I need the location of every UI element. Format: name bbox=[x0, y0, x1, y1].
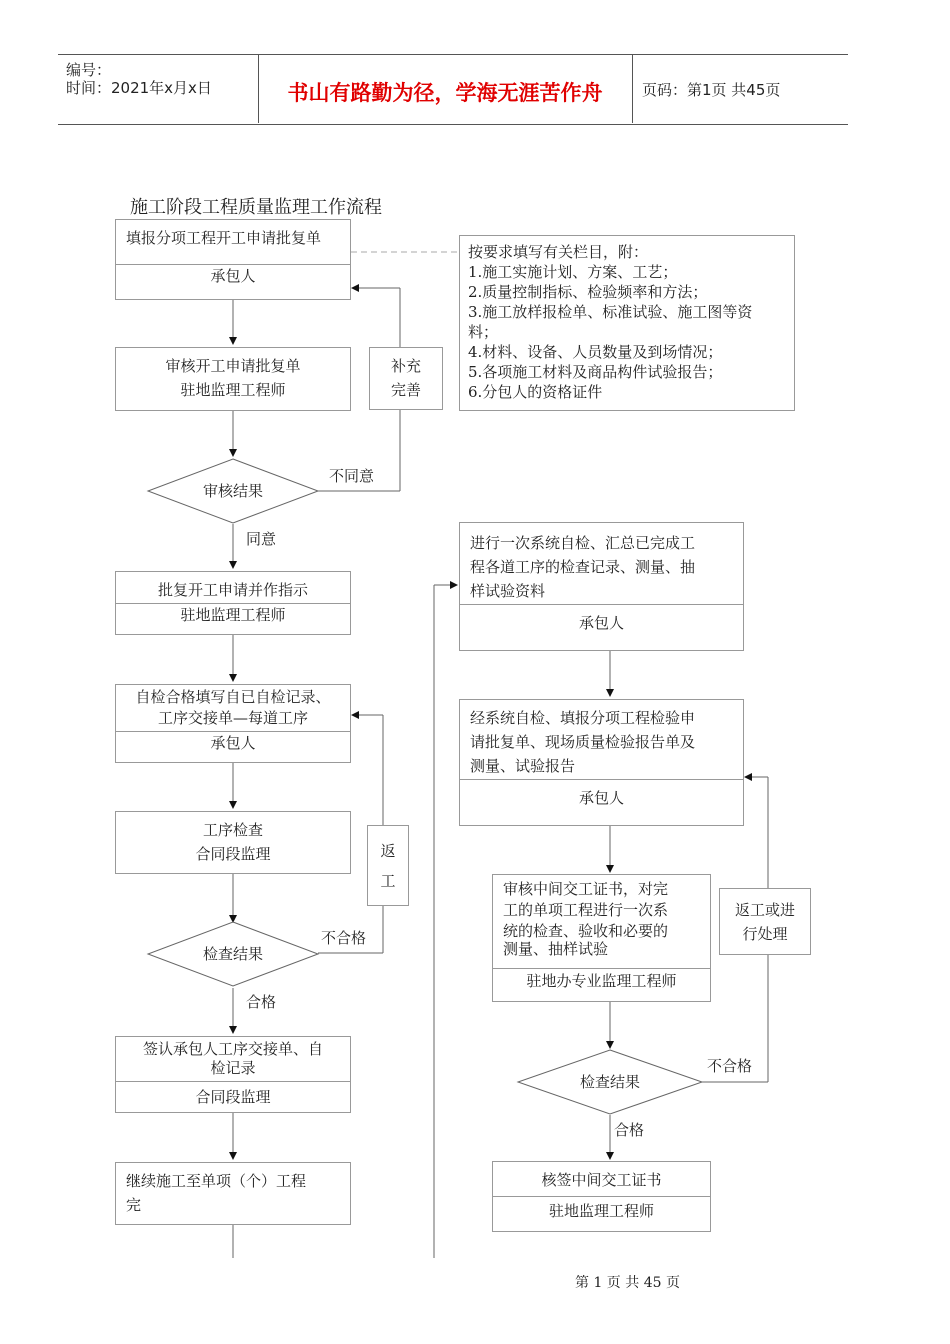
self-check-text-1: 自检合格填写自已自检记录、 bbox=[135, 688, 331, 706]
note-line: 料； bbox=[468, 323, 499, 341]
system-self-check-text-3: 样试验资料 bbox=[470, 582, 546, 600]
review-application-role: 驻地监理工程师 bbox=[180, 381, 286, 399]
review-application-text: 审核开工申请批复单 bbox=[165, 357, 301, 375]
approve-start-role: 驻地监理工程师 bbox=[180, 606, 286, 624]
submit-application-role: 承包人 bbox=[210, 267, 256, 285]
review-completion-text-4: 测量、抽样试验 bbox=[503, 940, 609, 958]
self-check-box bbox=[115, 684, 351, 763]
requirements-note-box bbox=[459, 235, 795, 411]
header-motto: 书山有路勤为径，学海无涯苦作舟 bbox=[287, 81, 603, 105]
system-self-check-text-2: 程各道工序的检查记录、测量、抽 bbox=[470, 558, 696, 576]
pass-label: 合格 bbox=[246, 993, 277, 1011]
submit-inspection-box bbox=[459, 699, 744, 826]
process-inspection-box bbox=[115, 811, 351, 874]
final-pass-label: 合格 bbox=[614, 1121, 645, 1139]
rework-box bbox=[367, 825, 409, 906]
sign-handover-role: 合同段监理 bbox=[195, 1088, 271, 1106]
final-fail-label: 不合格 bbox=[707, 1057, 753, 1075]
rework-or-handle-box bbox=[719, 888, 811, 955]
supplement-text-1: 补充 bbox=[390, 357, 421, 375]
submit-inspection-text-2: 请批复单、现场质量检验报告单及 bbox=[470, 733, 696, 751]
rework-or-handle-text-1: 返工或进 bbox=[734, 901, 795, 919]
review-completion-role: 驻地办专业监理工程师 bbox=[526, 972, 677, 990]
sign-certificate-box bbox=[492, 1161, 711, 1232]
approve-start-text: 批复开工申请并作指示 bbox=[157, 581, 308, 599]
process-inspection-role: 合同段监理 bbox=[195, 845, 271, 863]
agree-label: 同意 bbox=[246, 530, 277, 548]
submit-inspection-role: 承包人 bbox=[578, 789, 624, 807]
check-result-label: 检查结果 bbox=[202, 945, 263, 963]
system-self-check-role: 承包人 bbox=[578, 614, 624, 632]
continue-construction-text-2: 完 bbox=[126, 1196, 142, 1214]
review-completion-text-3: 统的检查、验收和必要的 bbox=[503, 922, 669, 940]
sign-certificate-role: 驻地监理工程师 bbox=[548, 1202, 654, 1220]
supplement-text-2: 完善 bbox=[390, 381, 421, 399]
continue-construction-box bbox=[115, 1162, 351, 1225]
disagree-label: 不同意 bbox=[329, 467, 375, 485]
self-check-role: 承包人 bbox=[210, 734, 256, 752]
sign-handover-box bbox=[115, 1036, 351, 1113]
submit-application-box bbox=[115, 219, 351, 300]
flowchart-title: 施工阶段工程质量监理工作流程 bbox=[130, 197, 382, 218]
approve-start-box bbox=[115, 571, 351, 635]
note-line: 4.材料、设备、人员数量及到场情况； bbox=[468, 343, 723, 361]
submit-inspection-text-3: 测量、试验报告 bbox=[470, 757, 576, 775]
continue-construction-text-1: 继续施工至单项（个）工程 bbox=[126, 1172, 307, 1190]
document-number-label: 编号： bbox=[66, 61, 112, 79]
review-completion-text-1: 审核中间交工证书，对完 bbox=[503, 880, 669, 898]
note-line: 6.分包人的资格证件 bbox=[468, 383, 603, 401]
final-check-result-label: 检查结果 bbox=[579, 1073, 640, 1091]
submit-inspection-text-1: 经系统自检、填报分项工程检验申 bbox=[470, 709, 696, 727]
rework-text-1: 返 bbox=[380, 842, 396, 860]
self-check-text-2: 工序交接单—每道工序 bbox=[157, 709, 308, 727]
note-line: 2.质量控制指标、检验频率和方法； bbox=[468, 283, 708, 301]
review-completion-text-2: 工的单项工程进行一次系 bbox=[503, 901, 669, 919]
sign-handover-text-1: 签认承包人工序交接单、自 bbox=[142, 1040, 323, 1058]
rework-text-2: 工 bbox=[380, 872, 396, 890]
note-line: 按要求填写有关栏目，附： bbox=[468, 243, 649, 261]
page-number-label: 页码：第1页 共45页 bbox=[642, 81, 781, 99]
review-result-label: 审核结果 bbox=[202, 482, 263, 500]
submit-application-text: 填报分项工程开工申请批复单 bbox=[126, 229, 322, 247]
note-line: 5.各项施工材料及商品构件试验报告； bbox=[468, 363, 723, 381]
review-application-box bbox=[115, 347, 351, 411]
sign-certificate-text: 核签中间交工证书 bbox=[541, 1171, 662, 1189]
supplement-box bbox=[369, 347, 443, 410]
note-line: 1.施工实施计划、方案、工艺； bbox=[468, 263, 678, 281]
process-inspection-text: 工序检查 bbox=[202, 821, 263, 839]
document-time-label: 时间：2021年x月x日 bbox=[66, 79, 212, 97]
system-self-check-box bbox=[459, 522, 744, 651]
sign-handover-text-2: 检记录 bbox=[210, 1059, 256, 1077]
note-line: 3.施工放样报检单、标准试验、施工图等资 bbox=[468, 303, 753, 321]
fail-label: 不合格 bbox=[321, 929, 367, 947]
rework-or-handle-text-2: 行处理 bbox=[742, 925, 788, 943]
page-footer: 第 1 页 共 45 页 bbox=[575, 1275, 680, 1291]
review-completion-box bbox=[492, 874, 711, 1002]
system-self-check-text-1: 进行一次系统自检、汇总已完成工 bbox=[470, 534, 696, 552]
